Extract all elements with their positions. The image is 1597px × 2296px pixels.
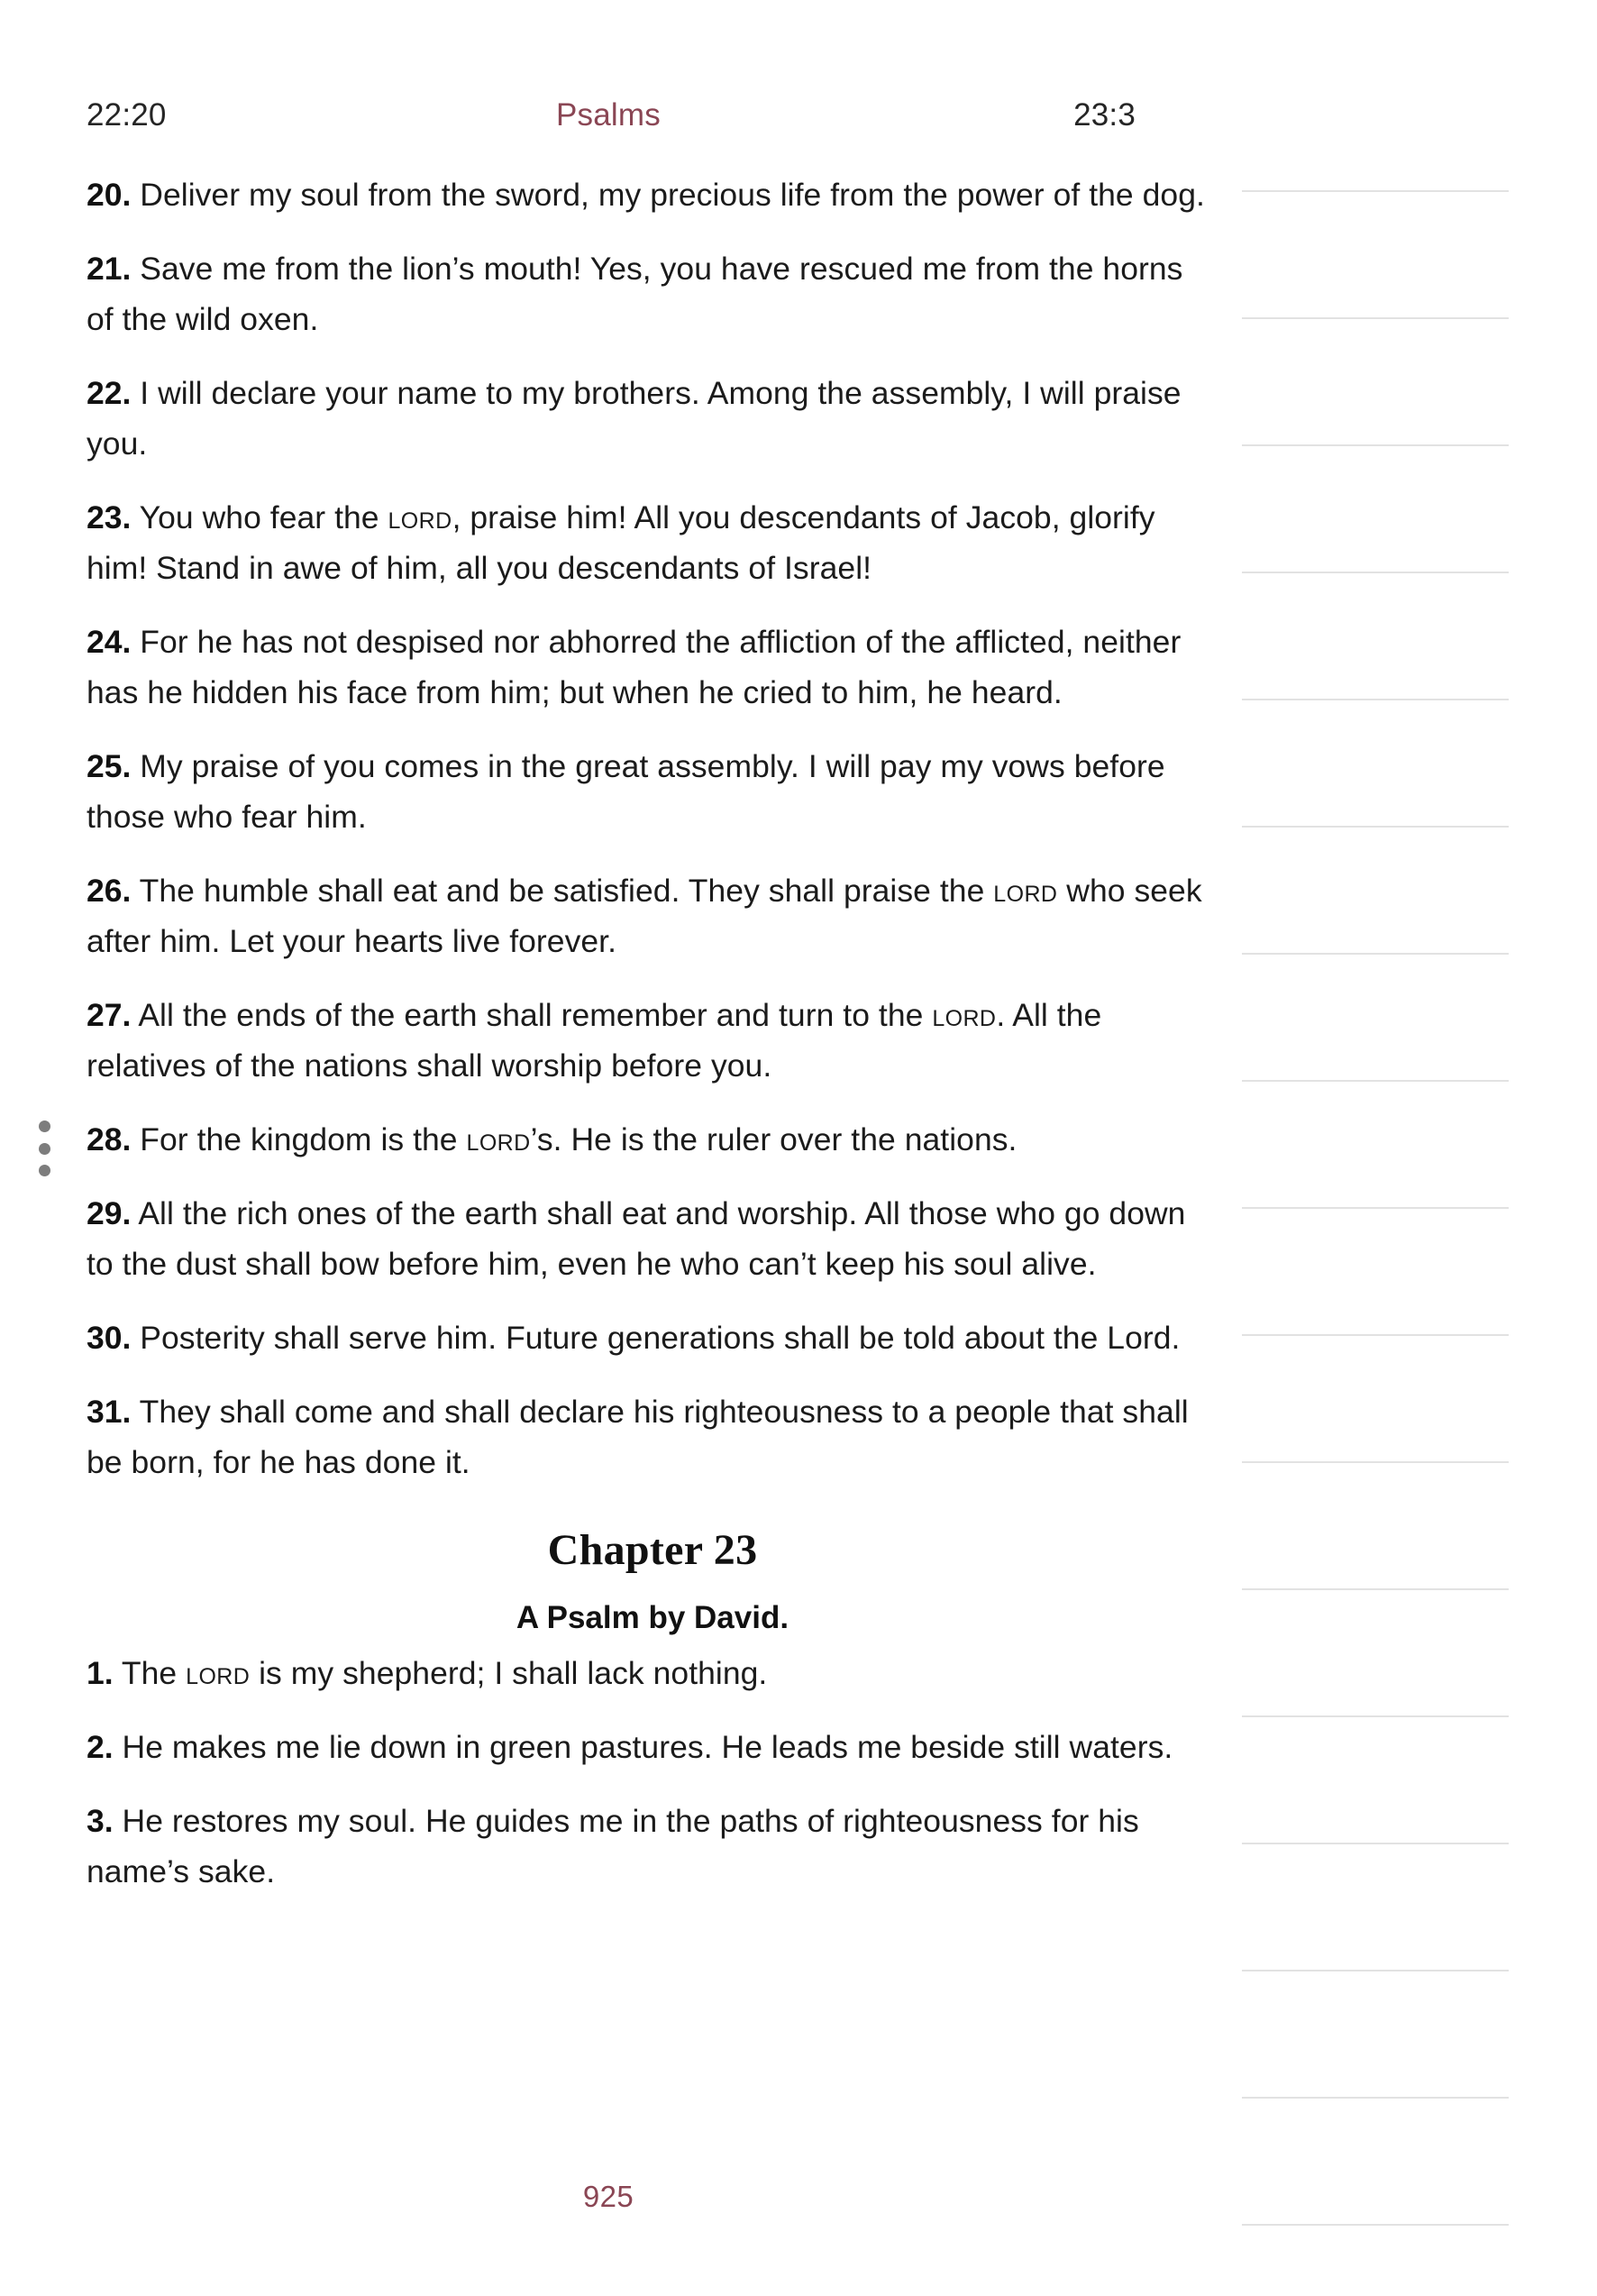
verse-number: 31. <box>87 1394 132 1430</box>
verse[interactable]: 31. They shall come and shall declare his righteousness to a people that shall be born, for he has done it. <box>87 1394 1189 1480</box>
verse[interactable]: 20. Deliver my soul from the sword, my precious life from the power of the dog. <box>87 177 1205 213</box>
verse[interactable]: 29. All the rich ones of the earth shall eat and worship. All those who go down to the dust shall bow before him, even he who can’t keep his soul alive. <box>87 1195 1186 1282</box>
chapter-subtitle: A Psalm by David. <box>516 1600 789 1635</box>
three-dot-drag-handle[interactable] <box>37 1121 51 1176</box>
note-rule-line <box>1242 444 1509 446</box>
verse-number: 20. <box>87 177 132 213</box>
verse-number: 24. <box>87 624 132 660</box>
running-head-end-ref: 23:3 <box>1073 96 1136 133</box>
note-rule-line <box>1242 826 1509 828</box>
note-rule-line <box>1242 1970 1509 1971</box>
page-number: 925 <box>582 2180 634 2213</box>
verse[interactable]: 26. The humble shall eat and be satisfied. They shall praise the lord who seek after him. Let your hearts live forever. <box>87 873 1202 959</box>
note-rule-line <box>1242 317 1509 319</box>
divine-name-smallcaps: lord <box>186 1654 251 1691</box>
note-rule-line <box>1242 1334 1509 1336</box>
note-rule-line <box>1242 190 1509 192</box>
verse[interactable]: 1. The lord is my shepherd; I shall lack nothing. <box>87 1654 768 1691</box>
divine-name-smallcaps: lord <box>388 499 452 535</box>
handle-dot-middle <box>39 1143 50 1155</box>
note-rule-line <box>1242 1080 1509 1082</box>
verse-number: 2. <box>87 1728 114 1765</box>
verse-number: 28. <box>87 1121 132 1157</box>
note-rule-line <box>1242 1843 1509 1844</box>
verse-number: 27. <box>87 997 132 1033</box>
verse[interactable]: 22. I will declare your name to my brothers. Among the assembly, I will praise you. <box>87 375 1182 462</box>
note-rule-line <box>1242 953 1509 955</box>
notes-margin[interactable] <box>1242 0 1509 2296</box>
verse-number: 1. <box>87 1654 114 1691</box>
chapter-verse-list <box>87 1648 1218 1897</box>
note-rule-line <box>1242 2097 1509 2099</box>
verse[interactable]: 25. My praise of you comes in the great assembly. I will pay my vows before those who fear him. <box>87 748 1165 835</box>
passage-verse-list <box>87 169 1218 1487</box>
note-rule-line <box>1242 699 1509 700</box>
note-rule-line <box>1242 1588 1509 1590</box>
chapter-heading: Chapter 23 <box>547 1526 758 1574</box>
verse[interactable]: 27. All the ends of the earth shall remember and turn to the lord. All the relatives of the nations shall worship before you. <box>87 997 1102 1084</box>
verse[interactable]: 23. You who fear the lord, praise him! All you descendants of Jacob, glorify him! Stand in awe of him, all you descendants of Israel! <box>87 499 1155 586</box>
running-head-book-title: Psalms <box>556 96 661 133</box>
note-rule-line <box>1242 1715 1509 1717</box>
verse[interactable]: 28. For the kingdom is the lord’s. He is the ruler over the nations. <box>87 1121 1018 1157</box>
running-head-start-ref: 22:20 <box>87 96 167 133</box>
divine-name-smallcaps: lord <box>932 997 997 1033</box>
handle-dot-top <box>39 1121 50 1132</box>
running-head <box>0 94 1217 135</box>
note-rule-line <box>1242 1207 1509 1209</box>
verse-number: 30. <box>87 1320 132 1356</box>
handle-dot-bottom <box>39 1165 50 1176</box>
verse-number: 25. <box>87 748 132 784</box>
divine-name-smallcaps: lord <box>466 1121 531 1157</box>
verse[interactable]: 2. He makes me lie down in green pastures. He leads me beside still waters. <box>87 1728 1173 1765</box>
note-rule-line <box>1242 1461 1509 1463</box>
verse-number: 29. <box>87 1195 132 1231</box>
verse[interactable]: 21. Save me from the lion’s mouth! Yes, you have rescued me from the horns of the wild oxen. <box>87 251 1183 337</box>
verse[interactable]: 3. He restores my soul. He guides me in the paths of righteousness for his name’s sake. <box>87 1802 1139 1889</box>
verse-number: 22. <box>87 375 132 411</box>
divine-name-smallcaps: lord <box>993 873 1058 909</box>
verse-number: 26. <box>87 873 132 909</box>
verse-number: 23. <box>87 499 132 535</box>
scripture-column <box>87 169 1218 1920</box>
verse-number: 3. <box>87 1802 114 1839</box>
note-rule-line <box>1242 2224 1509 2226</box>
verse[interactable]: 30. Posterity shall serve him. Future generations shall be told about the Lord. <box>87 1320 1181 1356</box>
verse-number: 21. <box>87 251 132 287</box>
note-rule-line <box>1242 572 1509 573</box>
verse[interactable]: 24. For he has not despised nor abhorred the affliction of the afflicted, neither has he hidden his face from him; but when he cried to him, he heard. <box>87 624 1182 710</box>
